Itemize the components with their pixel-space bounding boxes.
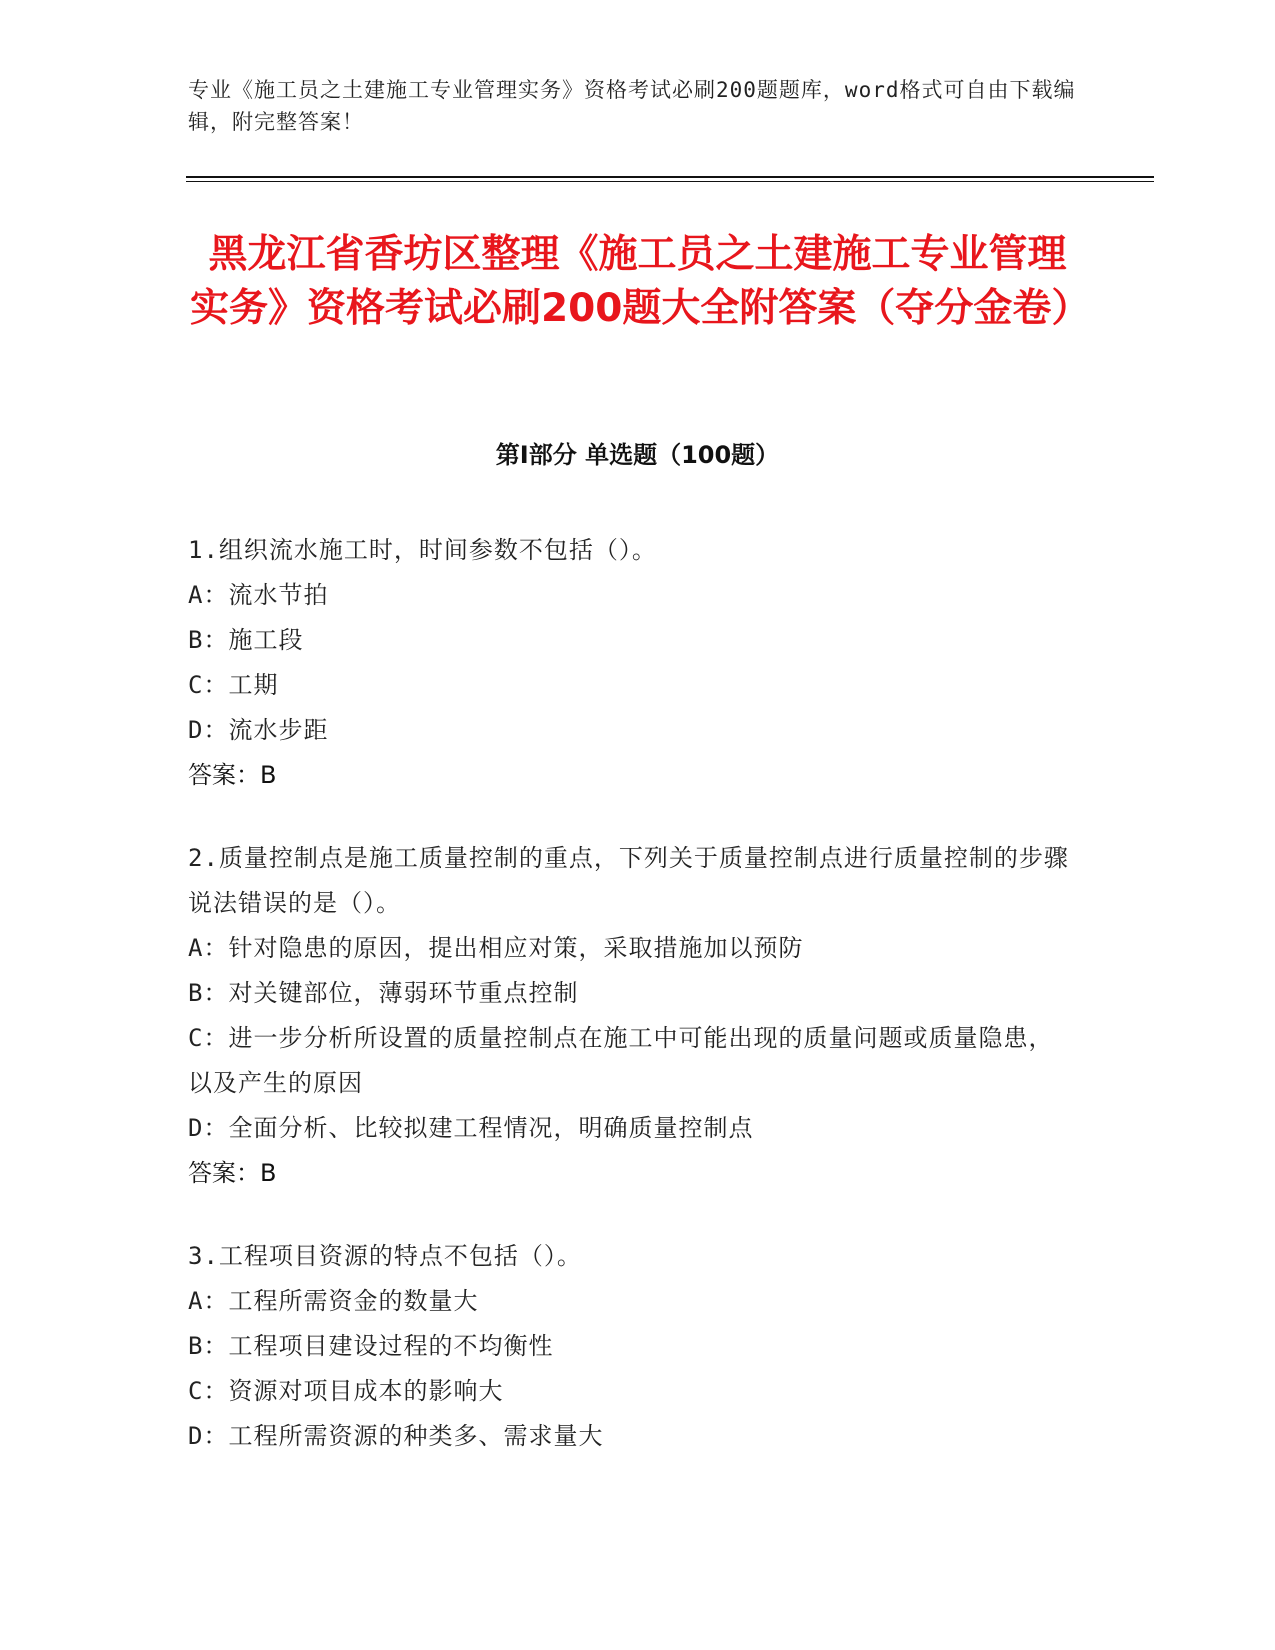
question-list <box>188 528 1078 1497</box>
option-a: A：工程所需资金的数量大 <box>188 1287 479 1315</box>
option-d: D：流水步距 <box>188 716 329 744</box>
question-3 <box>188 1234 1078 1459</box>
option-a: A：针对隐患的原因，提出相应对策，采取措施加以预防 <box>188 934 804 962</box>
header-note: 专业《施工员之土建施工专业管理实务》资格考试必刷200题题库，word格式可自由下载编辑，附完整答案！ <box>188 78 1076 134</box>
question-stem: 2.质量控制点是施工质量控制的重点，下列关于质量控制点进行质量控制的步骤说法错误的是（）。 <box>188 844 1069 917</box>
option-b: B：对关键部位，薄弱环节重点控制 <box>188 979 579 1007</box>
question-stem: 3.工程项目资源的特点不包括（）。 <box>188 1242 582 1270</box>
option-a: A：流水节拍 <box>188 581 329 609</box>
header-divider <box>186 176 1154 182</box>
question-2 <box>188 836 1078 1196</box>
option-c: C：资源对项目成本的影响大 <box>188 1377 504 1405</box>
option-d: D：工程所需资源的种类多、需求量大 <box>188 1422 604 1450</box>
option-c: C：进一步分析所设置的质量控制点在施工中可能出现的质量问题或质量隐患，以及产生的原因 <box>188 1024 1054 1097</box>
option-c: C：工期 <box>188 671 279 699</box>
question-1 <box>188 528 1078 798</box>
question-stem: 1.组织流水施工时，时间参数不包括（）。 <box>188 536 657 564</box>
section-heading: 第Ⅰ部分 单选题（100题） <box>495 441 780 469</box>
answer-text: 答案：B <box>188 761 277 789</box>
option-b: B：施工段 <box>188 626 304 654</box>
document-title: 黑龙江省香坊区整理《施工员之土建施工专业管理实务》资格考试必刷200题大全附答案（夺分金卷） <box>190 232 1091 331</box>
option-d: D：全面分析、比较拟建工程情况，明确质量控制点 <box>188 1114 754 1142</box>
option-b: B：工程项目建设过程的不均衡性 <box>188 1332 554 1360</box>
answer-text: 答案：B <box>188 1159 277 1187</box>
